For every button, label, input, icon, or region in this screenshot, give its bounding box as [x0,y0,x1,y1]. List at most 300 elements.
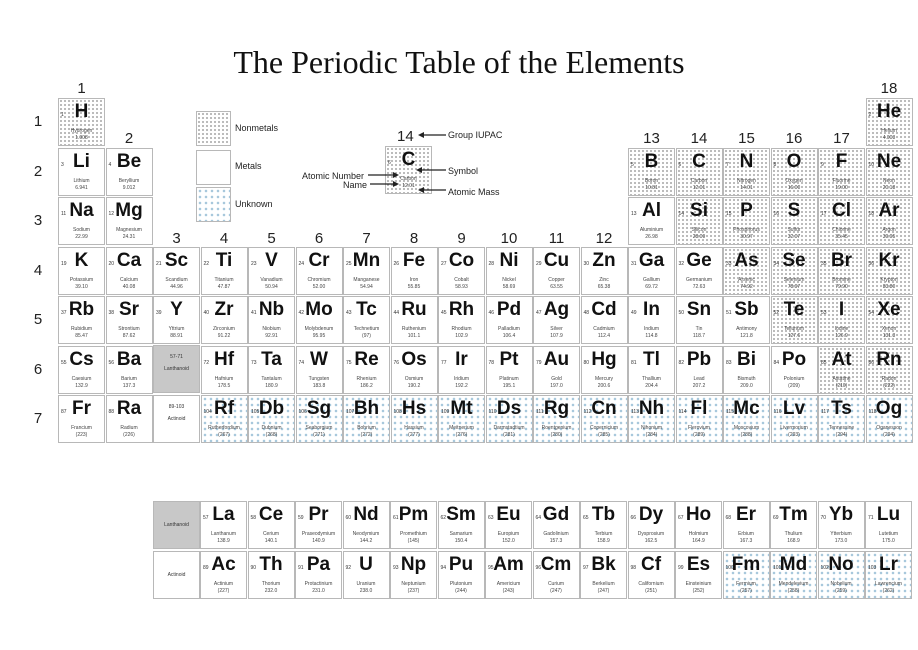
key-group-label: Group IUPAC [448,130,503,140]
element-name: Silicon [691,227,707,233]
element-atomic-mass: (277) [408,432,420,438]
element-name: Silver [550,326,563,332]
element-name: Hafnium [214,375,234,382]
element-symbol: H [74,101,89,122]
element-tb [580,501,627,549]
element-atomic-number: 53 [821,310,827,316]
element-atomic-number: 66 [630,515,637,521]
element-kr [866,247,913,295]
element-symbol: Bk [591,554,616,575]
element-atomic-mass: 238.0 [359,588,373,594]
element-atomic-mass: 40.08 [122,283,136,290]
element-symbol: Ra [116,398,142,419]
element-fr [58,395,105,443]
element-name: Radium [120,425,138,431]
element-symbol: Ag [543,299,570,320]
element-atomic-number: 88 [108,409,115,415]
element-name: Copper [548,276,565,283]
element-atomic-mass: 4.003 [882,135,896,141]
element-o [771,148,818,196]
element-atomic-number: 96 [535,565,542,571]
element-symbol: P [740,200,753,221]
element-atomic-mass: (247) [550,588,562,594]
group-label-5: 5 [267,230,276,247]
group-label-7: 7 [362,230,371,247]
element-atomic-mass: 204.4 [645,382,658,389]
element-atomic-mass: (226) [123,432,135,438]
lanthanoid-placeholder [153,345,200,393]
element-mn [343,247,390,295]
group-label-11: 11 [548,230,565,247]
element-symbol: Db [258,398,285,419]
element-name: Praseodymium [301,531,336,537]
element-symbol: Pr [308,504,329,525]
element-atomic-number: 71 [868,515,874,521]
element-symbol: Og [875,398,903,419]
element-symbol: Hg [591,348,617,370]
element-atomic-mass: (145) [407,538,420,544]
element-name: Phosphorus [733,227,760,233]
element-symbol: Sg [306,398,332,419]
element-bk [580,551,627,599]
element-symbol: Rn [876,348,902,370]
element-atomic-number: 8 [773,161,777,168]
element-atomic-number: 82 [678,359,685,366]
element-atomic-number: 97 [583,565,589,571]
element-name: Holmium [688,531,709,537]
element-atomic-mass: 22.99 [75,234,88,240]
element-atomic-number: 114 [678,409,687,415]
element-atomic-number: 69 [773,515,779,521]
key-name-label: Name [343,180,368,190]
element-au [533,346,580,394]
actinoid-series-label: Actinoid [167,572,186,578]
element-atomic-mass: (259) [835,588,847,594]
element-mg [106,197,153,245]
element-name: Nihonium [640,425,663,431]
element-mo [296,296,343,344]
element-atomic-number: 106 [298,409,307,415]
element-atomic-mass: 209.0 [740,382,753,389]
element-sg [296,395,343,443]
element-atomic-number: 68 [725,515,732,521]
element-atomic-number: 52 [773,310,780,316]
element-symbol: Nb [258,299,285,320]
element-lu [865,501,912,549]
element-u [343,551,390,599]
element-symbol: Pt [499,348,519,370]
element-symbol: Er [735,504,757,525]
element-atomic-mass: (272) [360,432,373,438]
element-symbol: Sc [164,249,189,271]
element-co [438,247,485,295]
element-atomic-mass: (227) [217,588,230,594]
element-atomic-number: 48 [583,310,590,316]
element-symbol: F [835,150,848,172]
element-sr [106,296,153,344]
element-he [866,98,913,146]
element-symbol: Hs [401,398,427,419]
element-name: Darmstadtium [493,425,525,431]
element-atomic-mass: 50.94 [265,283,278,290]
element-name: Selenium [783,276,805,283]
element-symbol: He [876,101,902,122]
element-nb [248,296,295,344]
element-name: Cobalt [454,276,469,283]
element-atomic-number: 28 [488,260,495,267]
element-atomic-number: 108 [393,409,402,415]
element-name: Americium [496,581,521,587]
element-atomic-number: 29 [536,260,542,267]
element-atomic-mass: 95.95 [312,333,326,339]
element-pr [295,501,342,549]
element-atomic-mass: 54.94 [360,283,373,290]
element-name: Tellurium [783,326,804,332]
element-symbol: Zr [214,299,234,320]
element-name: Neon [883,177,895,184]
element-b [628,148,675,196]
element-symbol: Fe [402,249,426,271]
element-symbol: Ir [455,348,468,370]
element-atomic-mass: (294) [835,432,848,438]
element-atomic-number: 31 [631,260,637,267]
element-name: Rhodium [451,326,472,332]
element-atomic-mass: 32.07 [787,234,801,240]
element-k [58,247,105,295]
group-label-15: 15 [738,130,755,147]
element-no [818,551,865,599]
element-name: Actinium [213,581,234,587]
element-name: Tungsten [308,375,330,382]
element-symbol: Cu [543,249,570,271]
element-name: Lutetium [878,531,899,537]
element-name: Seaborgium [305,425,333,431]
element-symbol: Bh [353,398,380,419]
element-atomic-mass: 39.10 [75,283,88,290]
element-symbol: Re [354,348,379,370]
element-symbol: Bi [737,348,756,370]
element-name: Antimony [736,326,757,332]
element-ce [248,501,295,549]
element-name: Cadmium [593,326,615,332]
element-cd [581,296,628,344]
element-symbol: Nh [638,398,665,419]
element-symbol: Po [781,348,807,370]
element-br [818,247,865,295]
element-name: Neptunium [401,581,426,587]
element-name: Ruthenium [401,326,427,332]
element-symbol: Gd [542,504,570,525]
element-atomic-number: 70 [820,515,827,521]
element-db [248,395,295,443]
period-label-2: 2 [33,162,43,180]
element-atomic-number: 54 [868,310,875,316]
element-atomic-number: 85 [821,359,827,366]
element-atomic-number: 9 [821,161,824,168]
element-atomic-mass: (276) [455,432,468,438]
group-label-10: 10 [500,230,518,247]
element-symbol: S [787,200,801,221]
element-atomic-number: 83 [726,359,732,366]
element-name: Meitnerium [449,425,474,431]
element-symbol: Xe [877,299,901,320]
element-atomic-number: 24 [298,260,305,267]
element-name: Potassium [69,276,94,283]
element-name: Iron [409,276,419,283]
element-atomic-mass: 20.18 [882,184,896,191]
element-atomic-number: 101 [773,565,782,571]
element-atomic-number: 72 [203,359,210,366]
element-name: Lawrencium [875,581,902,587]
element-atomic-mass: (209) [788,382,800,389]
element-li [58,148,105,196]
key-example-number: 6 [388,160,391,166]
element-w [296,346,343,394]
element-symbol: Pb [686,348,712,370]
lanthanoid-placeholder-label: Lanthanoid [164,366,189,372]
element-name: Uranium [356,581,376,587]
element-er [723,501,770,549]
element-name: Helium [881,128,897,134]
element-name: Bromine [832,276,851,283]
element-atomic-mass: 19.00 [835,184,848,191]
element-name: Livermorium [780,425,808,431]
element-name: Californium [638,581,664,587]
element-atomic-mass: 127.6 [787,333,801,339]
element-symbol: Mg [115,200,143,221]
period-label-5: 5 [33,311,43,328]
element-as [723,247,770,295]
element-name: Platinum [499,375,519,382]
element-symbol: Kr [878,249,900,271]
element-lr [865,551,912,599]
element-name: Mendelevium [778,581,809,587]
element-cm [533,551,580,599]
element-symbol: Tb [591,504,616,525]
element-atomic-number: 90 [250,565,257,571]
element-name: Hydrogen [70,128,93,134]
element-symbol: Ts [831,398,852,419]
element-name: Gold [551,375,562,382]
element-atomic-mass: 173.0 [834,538,848,544]
element-atomic-mass: 44.96 [170,283,183,290]
element-po [771,346,818,394]
element-name: Strontium [118,326,140,332]
element-symbol: Sm [446,504,476,525]
element-atomic-number: 12 [108,211,115,217]
element-zr [201,296,248,344]
element-name: Einsteinium [685,581,712,587]
element-symbol: Pa [306,554,331,575]
element-name: Titanium [214,276,234,283]
element-name: Molybdenum [304,326,334,332]
key-example-name: Carbon [400,176,417,182]
element-atomic-number: 64 [535,515,542,521]
element-lv [771,395,818,443]
element-atomic-mass: 79.90 [835,283,848,290]
element-atomic-mass: 207.2 [692,382,706,389]
element-atomic-mass: 195.1 [502,382,516,389]
element-atomic-mass: 91.22 [217,333,231,339]
element-symbol: U [359,554,373,575]
element-name: Magnesium [116,227,142,233]
element-symbol: La [212,504,235,525]
element-y [153,296,200,344]
legend-nonmetals-swatch [196,111,231,146]
element-atomic-mass: 112.4 [597,333,611,339]
element-atomic-number: 89 [203,565,209,571]
element-atomic-number: 19 [61,260,67,267]
element-name: Copernicium [589,425,619,431]
element-name: Cerium [262,531,280,537]
element-atomic-number: 17 [821,211,827,217]
element-s [771,197,818,245]
element-atomic-number: 110 [488,409,497,415]
element-atomic-mass: (262) [882,588,895,594]
element-atomic-mass: 28.09 [692,234,706,240]
element-name: Thorium [261,581,281,587]
element-os [391,346,438,394]
group-label-12: 12 [595,230,613,247]
element-atomic-number: 23 [251,260,257,267]
element-symbol: W [310,348,328,370]
element-atomic-number: 1 [61,112,64,118]
element-atomic-number: 27 [441,260,447,267]
element-atomic-number: 49 [631,310,637,316]
element-name: Vanadium [260,276,283,283]
element-mc [723,395,770,443]
group-label-2: 2 [124,130,134,147]
element-name: Xenon [881,326,897,332]
element-atomic-mass: 180.9 [265,382,278,389]
element-es [675,551,722,599]
element-atomic-number: 112 [583,409,592,415]
actinoid-series-label-cell [153,551,200,599]
element-atomic-mass: 137.3 [122,382,136,389]
element-atomic-number: 87 [61,409,67,415]
element-atomic-number: 63 [488,515,494,521]
element-bh [343,395,390,443]
element-atomic-number: 93 [393,565,399,571]
element-atomic-mass: 72.63 [692,283,706,290]
element-cl [818,197,865,245]
element-name: Nickel [502,276,516,283]
element-fl [676,395,723,443]
element-atomic-mass: 102.9 [455,333,468,339]
element-la [200,501,247,549]
element-atomic-mass: (271) [313,432,325,438]
element-atomic-mass: (252) [692,588,705,594]
element-ni [486,247,533,295]
element-name: Argon [882,227,896,233]
element-atomic-number: 3 [61,161,64,168]
element-atomic-mass: 39.95 [882,234,896,240]
element-atomic-number: 43 [346,310,352,316]
element-symbol: In [643,299,660,320]
element-symbol: Cl [832,200,851,221]
element-atomic-number: 111 [536,409,544,415]
element-atomic-number: 84 [773,359,780,366]
element-name: Astatine [832,375,851,382]
element-atomic-mass: 138.9 [217,538,230,544]
element-atomic-number: 30 [583,260,590,267]
element-atomic-number: 104 [203,409,212,415]
element-symbol: Ga [638,249,665,271]
element-re [343,346,390,394]
element-yb [818,501,865,549]
element-atomic-number: 26 [393,260,400,267]
element-symbol: Fl [690,398,708,419]
element-atomic-mass: 35.45 [835,234,848,240]
element-atomic-number: 57 [203,515,209,521]
element-atomic-mass: 140.1 [264,538,278,544]
element-nh [628,395,675,443]
element-symbol: Ne [876,150,902,172]
element-cu [533,247,580,295]
element-name: Europium [497,531,520,537]
element-symbol: Mt [450,398,473,419]
element-atomic-mass: 16.00 [787,184,801,191]
element-name: Zinc [599,276,609,283]
element-name: Carbon [690,177,708,184]
element-al [628,197,675,245]
element-name: Palladium [498,326,520,332]
element-name: Mercury [594,375,614,382]
element-symbol: Li [73,150,90,172]
element-hs [391,395,438,443]
element-symbol: Md [779,554,808,575]
group-label-9: 9 [457,230,466,247]
element-atomic-mass: 107.9 [550,333,563,339]
legend-unknown-label: Unknown [235,199,273,209]
element-ir [438,346,485,394]
element-symbol: Rf [213,398,235,419]
period-label-3: 3 [33,212,43,229]
element-symbol: Cm [540,554,572,575]
element-atomic-number: 74 [298,359,305,366]
element-atomic-mass: 152.0 [502,538,515,544]
element-name: Krypton [880,276,898,283]
element-name: Erbium [738,531,754,537]
element-atomic-mass: 24.31 [122,234,136,240]
element-pd [486,296,533,344]
group-label-3: 3 [172,230,181,247]
element-symbol: Sr [118,299,140,320]
element-symbol: O [786,150,802,172]
key-symbol-label: Symbol [448,166,479,176]
period-label-1: 1 [33,113,43,130]
element-atomic-number: 13 [631,211,637,217]
element-rh [438,296,485,344]
element-name: Bismuth [737,375,756,382]
element-name: Lead [693,375,705,382]
element-name: Thulium [784,531,803,537]
element-symbol: Al [642,200,661,221]
element-fm [723,551,770,599]
element-n [723,148,770,196]
element-symbol: Yb [828,504,854,525]
element-name: Oganesson [876,425,902,431]
element-name: Arsenic [738,276,755,283]
element-atomic-number: 14 [678,211,685,217]
element-atomic-mass: 118.7 [692,333,706,339]
element-atomic-number: 92 [345,565,352,571]
element-symbol: Os [401,348,427,370]
element-name: Tantalum [261,375,282,382]
element-atomic-number: 25 [346,260,352,267]
page-title: The Periodic Table of the Elements [233,44,685,80]
element-symbol: Rg [543,398,570,419]
